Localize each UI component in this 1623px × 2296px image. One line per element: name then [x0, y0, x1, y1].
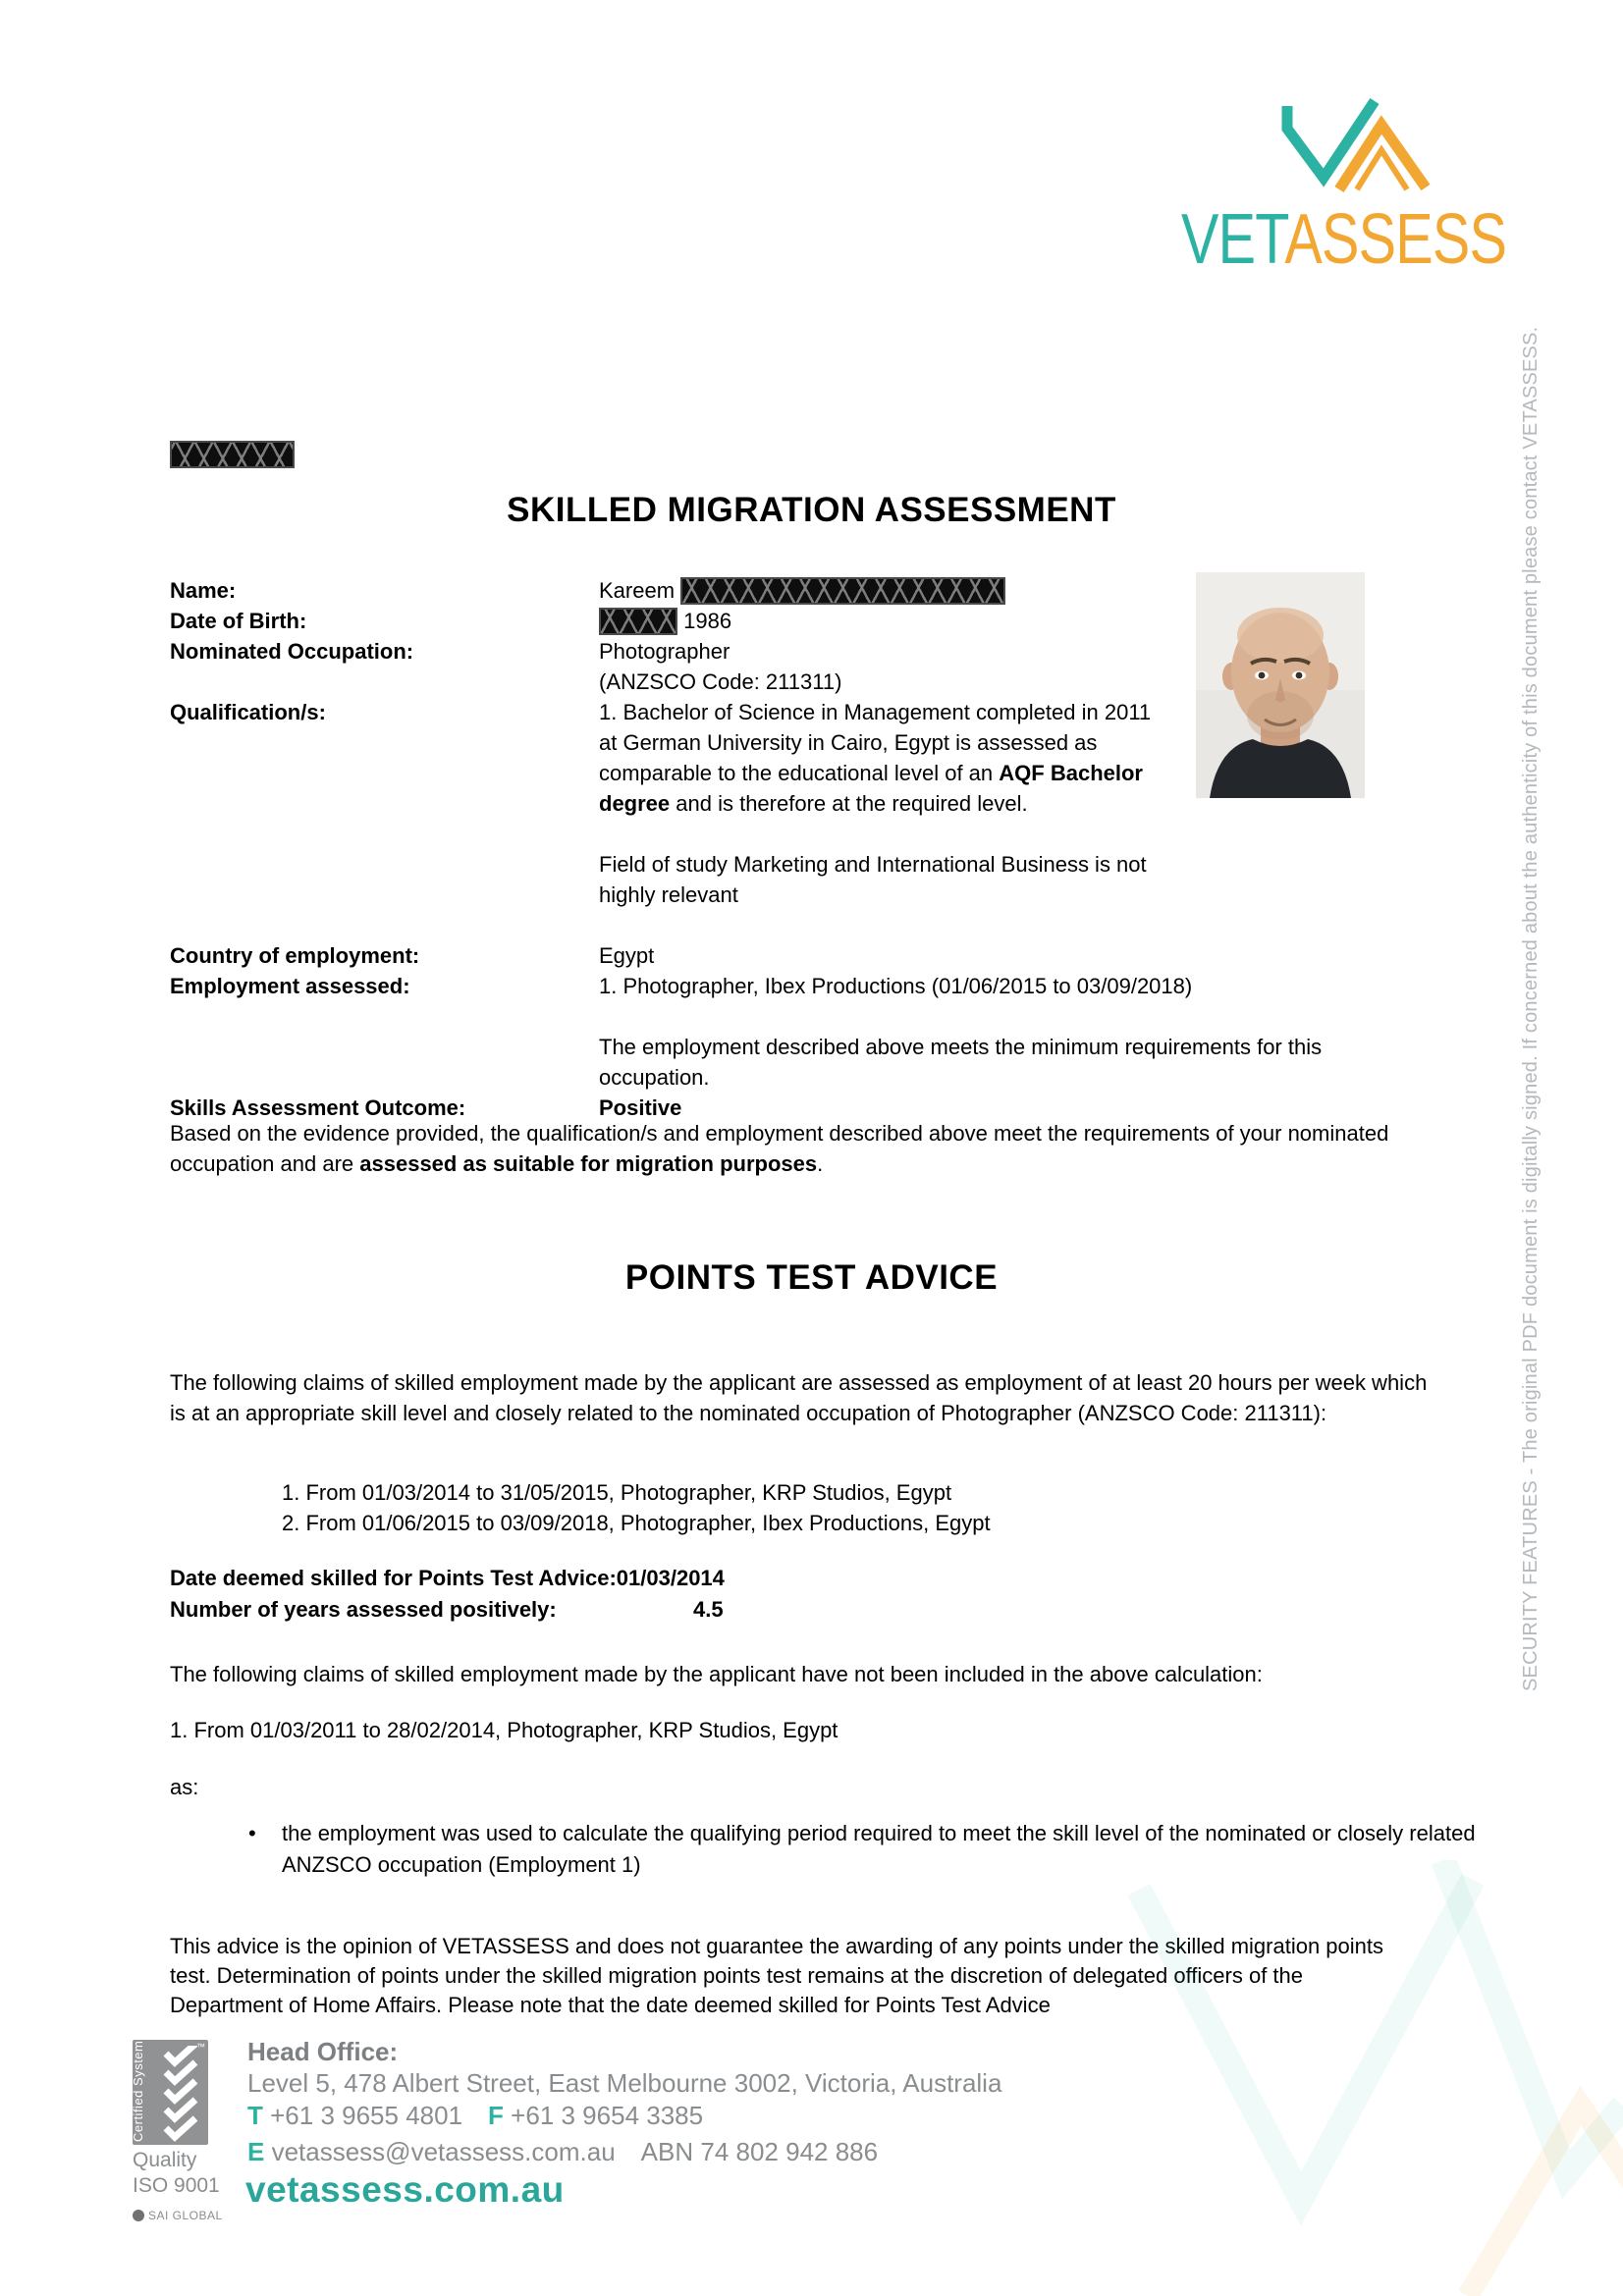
- redaction-box-dob: [599, 608, 677, 635]
- sai-global-icon: [133, 2210, 144, 2221]
- excluded-item: 1. From 01/03/2011 to 28/02/2014, Photographer, KRP Studios, Egypt: [170, 1718, 839, 1742]
- certified-system-label: Certified System: [131, 2040, 145, 2142]
- as-label: as:: [170, 1775, 199, 1799]
- trademark-symbol: ™: [196, 2042, 205, 2052]
- employment-label: Employment assessed:: [170, 974, 410, 998]
- vetassess-logo: [1173, 93, 1546, 280]
- abn: ABN 74 802 942 886: [640, 2137, 879, 2166]
- redaction-box-name: [680, 577, 1005, 605]
- badge-subtext: [133, 2148, 223, 2228]
- name-row: [170, 575, 1476, 606]
- country-row: [170, 940, 1476, 971]
- claim-item: 2. From 01/06/2015 to 03/09/2018, Photographer, Ibex Productions, Egypt: [282, 1511, 991, 1535]
- bullet-marker: •: [248, 1821, 256, 1845]
- sai-global: SAI GLOBAL: [133, 2203, 223, 2228]
- points-intro: The following claims of skilled employment made by the applicant are assessed as employment of at least 20 hours per week which is at an appropriate skill level and closely related to the nominated occupation of Photographer (ANZSCO Code: 211311):: [170, 1370, 1428, 1425]
- phone-f-label: F: [488, 2101, 504, 2130]
- disclaimer-paragraph: This advice is the opinion of VETASSESS and does not guarantee the awarding of any points under the skilled migration points test. Determination of points under the skilled migration points test remains at the discretion of delegated officers of the Department of Home Affairs. Please note that the date deemed skilled for Points Test Advice: [170, 1934, 1384, 2017]
- vetassess-logo-mark-icon: [1276, 93, 1434, 195]
- qualification-row: [170, 697, 1476, 819]
- years-line: [170, 1597, 857, 1623]
- country-value: Egypt: [599, 943, 655, 968]
- outcome-value: Positive: [599, 1095, 682, 1120]
- bullet-item: [248, 1818, 1494, 1881]
- redaction-box-reference: [170, 441, 295, 468]
- employment-value: 1. Photographer, Ibex Productions (01/06/2015 to 03/09/2018): [599, 974, 1193, 998]
- dob-label: Date of Birth:: [170, 609, 307, 633]
- page-title: SKILLED MIGRATION ASSESSMENT: [507, 491, 1116, 529]
- assessment-summary: [170, 575, 1476, 1123]
- email-line: [247, 2137, 878, 2167]
- vetassess-logo-text: [1181, 199, 1506, 280]
- occupation-value: Photographer (ANZSCO Code: 211311): [599, 639, 842, 694]
- name-value: Kareem: [599, 575, 1208, 606]
- employment-row: [170, 971, 1476, 1001]
- email-label: E: [247, 2137, 265, 2166]
- field-note-row: [170, 849, 1476, 910]
- outcome-paragraph: Based on the evidence provided, the qualification/s and employment described above meet the requirements of your nominated occupation and are assessed as suitable for migration purposes.: [170, 1121, 1389, 1176]
- name-label: Name:: [170, 578, 237, 603]
- footer: [0, 2032, 1623, 2296]
- qualification-value: 1. Bachelor of Science in Management completed in 2011 at German University in Cairo, Egypt is assessed as comparable to the educational level of an AQF Bachelor degree and is therefore at the required level.: [599, 700, 1152, 816]
- phone-line: T +61 3 9655 4801 F +61 3 9654 3385: [247, 2101, 704, 2130]
- date-deemed-line: Date deemed skilled for Points Test Advice:01/03/2014: [170, 1566, 725, 1590]
- bullet-text: the employment was used to calculate the qualifying period required to meet the skill level of the nominated or closely related ANZSCO occupation (Employment 1): [282, 1821, 1476, 1877]
- country-label: Country of employment:: [170, 943, 420, 968]
- dob-value: 1986: [599, 606, 1208, 636]
- excluded-intro: The following claims of skilled employment made by the applicant have not been included in the above calculation:: [170, 1662, 1263, 1686]
- claim-item: 1. From 01/03/2014 to 31/05/2015, Photographer, KRP Studios, Egypt: [282, 1480, 952, 1505]
- iso-label: ISO 9001: [133, 2174, 220, 2197]
- claims-list: [282, 1477, 991, 1538]
- head-office-address: Level 5, 478 Albert Street, East Melbourne 3002, Victoria, Australia: [247, 2068, 1002, 2098]
- certified-system-badge: [133, 2040, 208, 2145]
- logo-assess-text: ASSESS: [1284, 200, 1507, 279]
- years-value: 4.5: [693, 1597, 724, 1622]
- quality-checkmarks-icon: [158, 2046, 203, 2142]
- qualification-label: Qualification/s:: [170, 700, 326, 724]
- logo-vet-text: VET: [1181, 200, 1285, 279]
- outcome-label: Skills Assessment Outcome:: [170, 1095, 466, 1120]
- dob-row: [170, 606, 1476, 636]
- employment-note: The employment described above meets the minimum requirements for this occupation.: [599, 1035, 1323, 1090]
- employment-note-row: [170, 1032, 1476, 1093]
- website: vetassess.com.au: [245, 2169, 565, 2210]
- points-test-title: POINTS TEST ADVICE: [624, 1258, 999, 1297]
- years-label: Number of years assessed positively:: [170, 1597, 557, 1622]
- field-of-study-note: Field of study Marketing and International Business is not highly relevant: [599, 852, 1147, 907]
- head-office-label: Head Office:: [247, 2037, 399, 2066]
- email-address: vetassess@vetassess.com.au: [271, 2137, 616, 2166]
- security-note: SECURITY FEATURES - The original PDF document is digitally signed. If concerned about the authenticity of this document please contact VETASSESS.: [1520, 326, 1542, 1691]
- quality-label: Quality: [133, 2149, 197, 2171]
- phone-t-label: T: [247, 2101, 263, 2130]
- occupation-row: [170, 636, 1476, 697]
- occupation-label: Nominated Occupation:: [170, 639, 414, 664]
